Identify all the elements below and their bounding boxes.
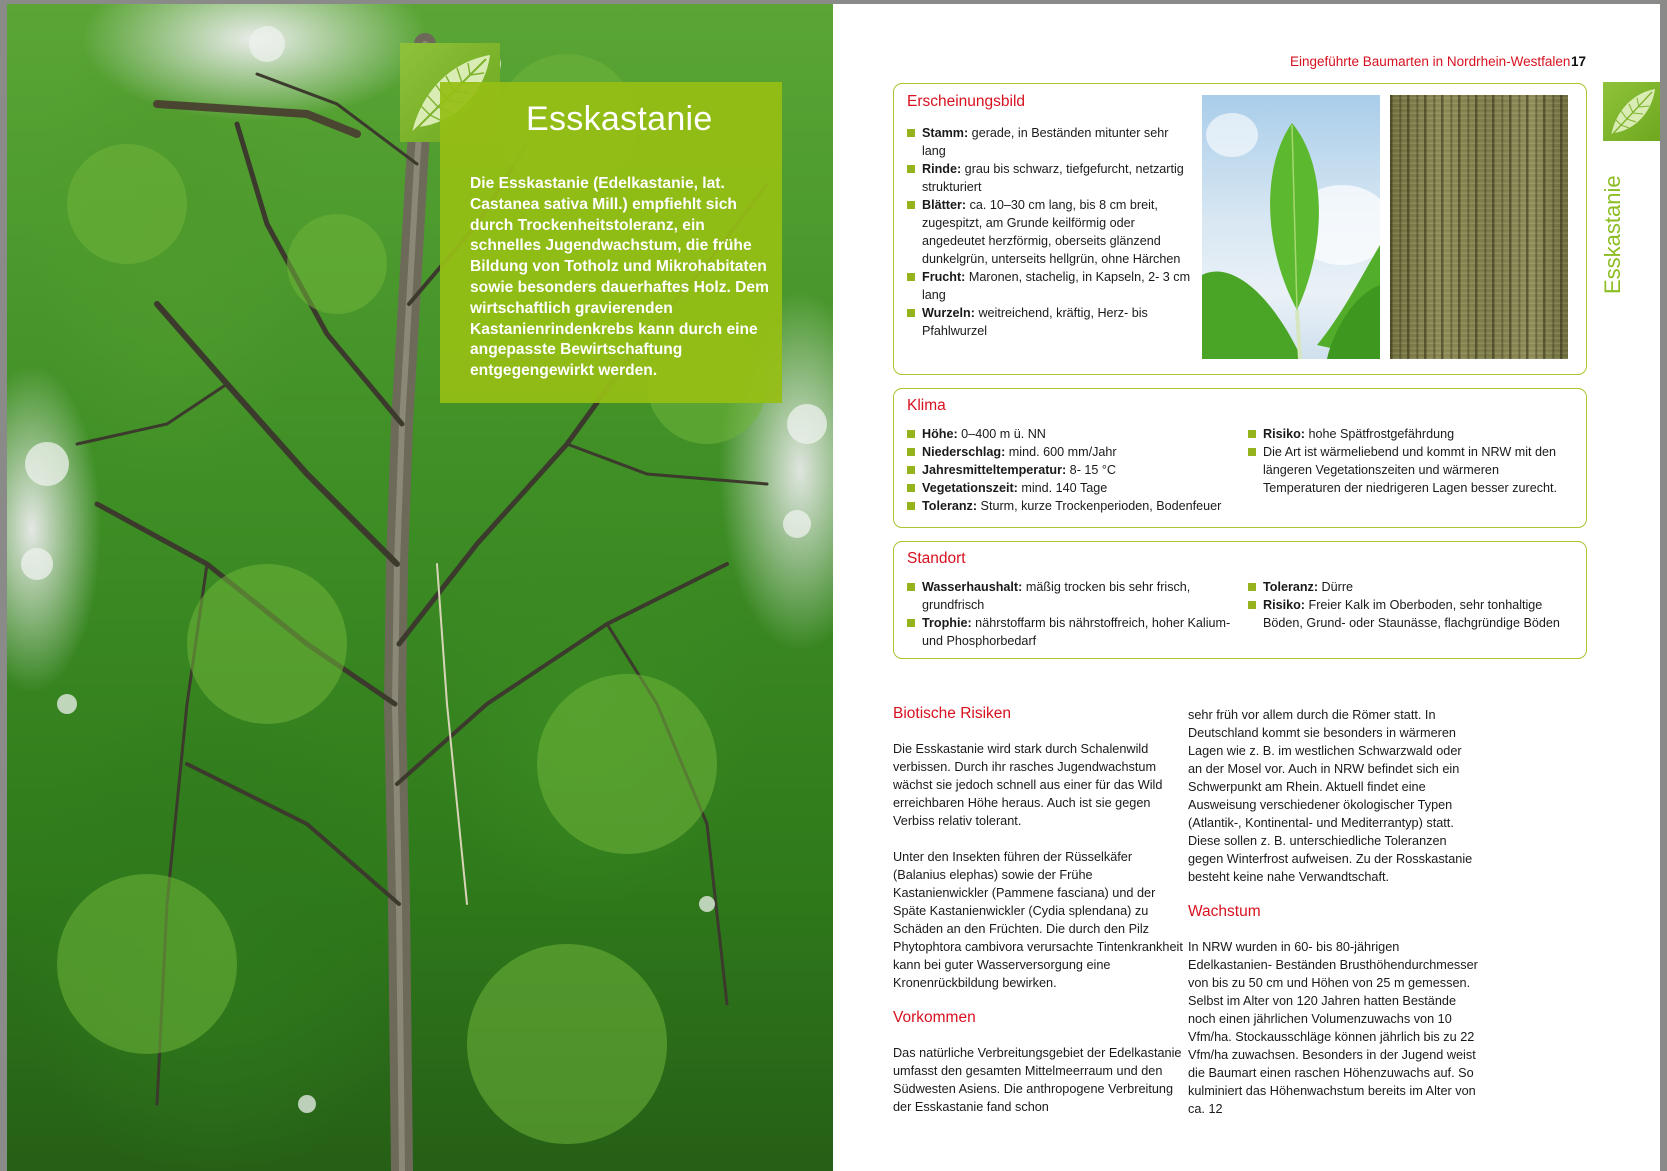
list-item: Die Art ist wärmeliebend und kommt in NRW mit den längeren Vegetationszeiten und wärmeren Temperaturen der niedrigeren Lagen besser zurecht. — [1248, 443, 1568, 497]
chestnut-bark-photo — [1390, 95, 1568, 359]
standort-box — [893, 541, 1587, 659]
species-intro-box — [440, 82, 782, 403]
list-item: Risiko: Freier Kalk im Oberboden, sehr tonhaltige Böden, Grund- oder Staunässe, flachgründige Böden — [1248, 596, 1568, 632]
running-head: Eingeführte Baumarten in Nordrhein-Westfalen — [1290, 54, 1571, 69]
erscheinungsbild-list — [907, 124, 1192, 340]
text-column-1 — [893, 704, 1183, 1116]
side-tab-leaf-tile — [1603, 82, 1660, 141]
standort-list-left — [907, 578, 1232, 650]
list-item: Frucht: Maronen, stachelig, in Kapseln, 2- 3 cm lang — [907, 268, 1192, 304]
biotische-risiken-heading: Biotische Risiken — [893, 705, 1012, 722]
vorkommen-paragraph-1: Das natürliche Verbreitungsgebiet der Edelkastanie umfasst den gesamten Mittelmeerraum und den Südwesten Asiens. Die anthropogene Verbreitung der Esskastanie fand schon — [893, 1046, 1182, 1114]
klima-box — [893, 388, 1587, 528]
standort-heading: Standort — [907, 550, 966, 567]
standort-list-right — [1248, 578, 1568, 632]
text-column-2 — [1188, 706, 1478, 1118]
leaf-photo-illustration — [1202, 95, 1380, 359]
list-item: Blätter: ca. 10–30 cm lang, bis 8 cm breit, zugespitzt, am Grunde keilförmig oder angedeutet herzförmig, oberseits glänzend dunkelgrün, unterseits hellgrün, ohne Härchen — [907, 196, 1192, 268]
tree-canopy-photo — [7, 4, 833, 1171]
species-intro-text: Die Esskastanie (Edelkastanie, lat. Castanea sativa Mill.) empfiehlt sich durch Trockenheitstoleranz, ein schnelles Jugendwachstum, die frühe Bildung von Totholz und Mikrohabitaten sowie besonders dauerhaftes Holz. Dem wirtschaftlich gravierenden Kastanienrindenkrebs kann durch eine angepasste Bewirtschaftung entgegengewirkt werden. — [470, 175, 769, 380]
wachstum-paragraph-1: In NRW wurden in 60- bis 80-jährigen Edelkastanien- Beständen Brusthöhendurchmesser von bis zu 50 cm und Höhen von 25 m gemessen. Selbst im Alter von 120 Jahren hatten Bestände noch einen jährlichen Volumenzuwachs von 10 Vfm/ha. Stockausschläge können jährlich bis zu 22 Vfm/ha zuwachsen. Besonders in der Jugend weist die Baumart einen raschen Höhenzuwachs auf. So kulminiert das Höhenwachstum bereits im Alter von ca. 12 — [1188, 940, 1478, 1116]
list-item: Wurzeln: weitreichend, kräftig, Herz- bis Pfahlwurzel — [907, 304, 1192, 340]
biotische-risiken-paragraph-2: Unter den Insekten führen der Rüsselkäfer (Balanius elephas) sowie der Frühe Kastanienwickler (Pammene fasciana) und der Späte Kastanienwickler (Cydia splendana) zu Schäden an den Früchten. Die durch den Pilz Phytophtora cambivora verursachte Tintenkrankheit kann bei guter Wasserversorgung eine Kronenrückbildung bewirken. — [893, 850, 1183, 990]
klima-heading: Klima — [907, 397, 946, 414]
list-item: Höhe: 0–400 m ü. NN — [907, 425, 1237, 443]
page-number: 17 — [1571, 54, 1587, 69]
erscheinungsbild-heading: Erscheinungsbild — [907, 93, 1026, 110]
list-item: Niederschlag: mind. 600 mm/Jahr — [907, 443, 1237, 461]
list-item: Vegetationszeit: mind. 140 Tage — [907, 479, 1237, 497]
chestnut-leaf-photo — [1202, 95, 1380, 359]
list-item: Toleranz: Dürre — [1248, 578, 1568, 596]
vorkommen-paragraph-2: sehr früh vor allem durch die Römer statt. In Deutschland kommt sie besonders in wärmeren Lagen wie z. B. im westlichen Schwarzwald oder an der Mosel vor. Auch in NRW befindet sich ein Schwerpunkt am Rhein. Aktuell findet eine Ausweisung verschiedener ökologischer Typen (Atlantik-, Kontinental- und Mediterrantyp) statt. Diese sollen z. B. unterschiedliche Toleranzen gegen Winterfrost aufweisen. Zu der Rosskastanie besteht keine nahe Verwandtschaft. — [1188, 708, 1473, 884]
list-item: Risiko: hohe Spätfrostgefährdung — [1248, 425, 1568, 443]
biotische-risiken-paragraph-1: Die Esskastanie wird stark durch Schalenwild verbissen. Durch ihr rasches Jugendwachstum wächst sie jedoch schnell aus einer für das Wild erreichbaren Höhe heraus. Auch ist sie gegen Verbiss relativ tolerant. — [893, 742, 1163, 828]
list-item: Stamm: gerade, in Beständen mitunter sehr lang — [907, 124, 1192, 160]
book-spread — [7, 4, 1660, 1171]
wachstum-heading: Wachstum — [1188, 903, 1261, 920]
list-item: Rinde: grau bis schwarz, tiefgefurcht, netzartig strukturiert — [907, 160, 1192, 196]
list-item: Wasserhaushalt: mäßig trocken bis sehr frisch, grundfrisch — [907, 578, 1232, 614]
side-tab-label — [1600, 154, 1628, 294]
klima-list-left — [907, 425, 1237, 515]
list-item: Toleranz: Sturm, kurze Trockenperioden, Bodenfeuer — [907, 497, 1237, 515]
species-title: Esskastanie — [526, 100, 713, 138]
vorkommen-heading: Vorkommen — [893, 1009, 976, 1026]
list-item: Jahresmitteltemperatur: 8- 15 °C — [907, 461, 1237, 479]
side-tab-text: Esskastanie — [1600, 175, 1625, 294]
leaf-icon — [1603, 82, 1660, 141]
list-item: Trophie: nährstoffarm bis nährstoffreich, hoher Kalium- und Phosphorbedarf — [907, 614, 1232, 650]
klima-list-right — [1248, 425, 1568, 497]
